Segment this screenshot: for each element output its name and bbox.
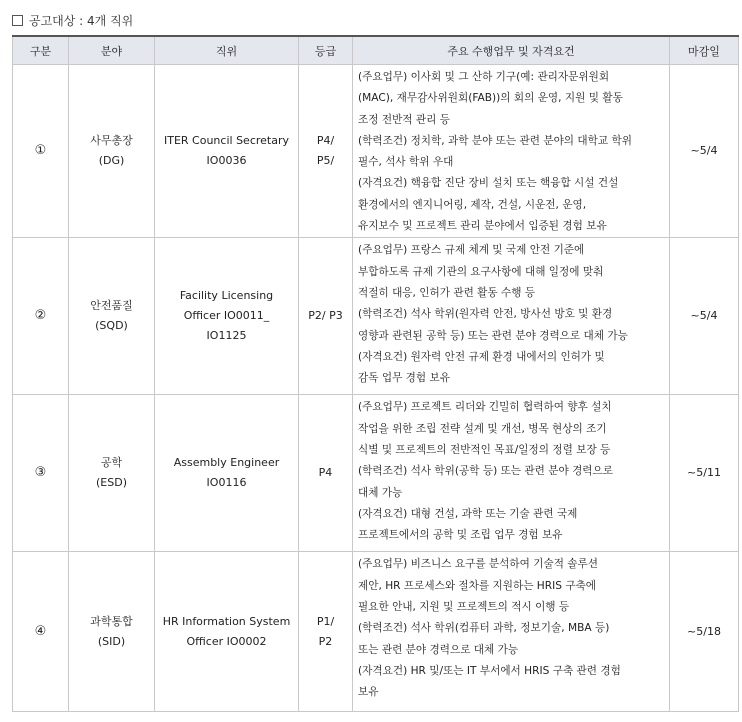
duty-cell-line: (자격요건) 핵융합 진단 장비 설치 또는 핵융합 시설 건설 xyxy=(358,177,619,190)
duty-cell-line: 조정 전반적 관리 등 xyxy=(358,113,450,126)
field-cell xyxy=(69,65,155,238)
duty-cell-line: (자격요건) HR 및/또는 IT 부서에서 HRIS 구축 관련 경험 xyxy=(358,664,621,677)
duty-cell-line: 필요한 안내, 지원 및 프로젝트의 적시 이행 등 xyxy=(358,600,570,613)
field-cell-line: (ESD) xyxy=(96,476,127,490)
duty-cell-line: 식별 및 프로젝트의 전반적인 목표/일정의 정렬 보장 등 xyxy=(358,443,611,456)
duty-cell-line: 작업을 위한 조립 전략 설계 및 개선, 병목 현상의 조기 xyxy=(358,422,607,435)
table-row xyxy=(13,395,739,552)
deadline-cell: ~5/4 xyxy=(670,238,739,395)
position-cell-line: IO1125 xyxy=(206,329,247,343)
duty-cell-line: (학력조건) 석사 학위(공학 등) 또는 관련 분야 경력으로 xyxy=(358,465,614,478)
duty-cell-line: 프로젝트에서의 공학 및 조립 업무 경험 보유 xyxy=(358,529,563,542)
duty-cell-line: 감독 업무 경험 보유 xyxy=(358,372,450,385)
field-cell-line: 과학통합 xyxy=(90,614,133,628)
position-cell xyxy=(155,65,299,238)
notice-heading-text: 공고대상 : 4개 직위 xyxy=(29,14,134,28)
duty-cell-line: (학력조건) 석사 학위(원자력 안전, 방사선 방호 및 환경 xyxy=(358,308,613,321)
duty-cell-line: 유지보수 및 프로젝트 관리 분야에서 입증된 경험 보유 xyxy=(358,220,607,233)
deadline-cell: ~5/18 xyxy=(670,552,739,712)
position-cell-line: ITER Council Secretary xyxy=(164,134,289,148)
duty-cell-line: (주요업무) 프로젝트 리더와 긴밀히 협력하여 향후 설치 xyxy=(358,401,612,414)
duty-cell-line: 영향과 관련된 공학 등) 또는 관련 분야 경력으로 대체 가능 xyxy=(358,329,628,342)
field-cell xyxy=(69,238,155,395)
field-cell xyxy=(69,552,155,712)
header-category: 구분 xyxy=(13,36,69,65)
duty-cell-line: 보유 xyxy=(358,686,379,699)
grade-cell-line: P1/ xyxy=(316,614,335,628)
position-cell xyxy=(155,552,299,712)
grade-cell-line: P5/ xyxy=(316,154,335,168)
duty-cell xyxy=(353,238,670,395)
grade-cell xyxy=(299,552,353,712)
deadline-cell: ~5/11 xyxy=(670,395,739,552)
header-duties: 주요 수행업무 및 자격요건 xyxy=(353,36,670,65)
field-cell-line: (SQD) xyxy=(95,319,128,333)
duty-cell-line: (주요업무) 프랑스 규제 체계 및 국제 안전 기준에 xyxy=(358,244,585,257)
duty-cell-line: (자격요건) 원자력 안전 규제 환경 내에서의 인허가 및 xyxy=(358,350,605,363)
grade-cell-line: P4/ xyxy=(316,134,335,148)
duty-cell-line: 또는 관련 분야 경력으로 대체 가능 xyxy=(358,643,519,656)
field-cell-line: 안전품질 xyxy=(90,299,133,313)
field-cell-line: (SID) xyxy=(97,634,126,648)
position-cell-line: IO0036 xyxy=(206,154,247,168)
deadline-cell: ~5/4 xyxy=(670,65,739,238)
header-position: 직위 xyxy=(155,36,299,65)
notice-heading xyxy=(12,12,133,29)
table-row xyxy=(13,65,739,238)
grade-cell xyxy=(299,65,353,238)
grade-cell-line: P4 xyxy=(318,466,333,480)
duty-cell-line: (MAC), 재무감사위원회(FAB))의 회의 운영, 지원 및 활동 xyxy=(358,92,623,105)
grade-cell xyxy=(299,395,353,552)
field-cell xyxy=(69,395,155,552)
position-cell-line: HR Information System xyxy=(162,614,291,628)
duty-cell-line: (자격요건) 대형 건설, 과학 또는 기술 관련 국제 xyxy=(358,507,578,520)
row-number: ① xyxy=(13,65,69,238)
field-cell-line: 공학 xyxy=(100,456,123,470)
header-deadline: 마감일 xyxy=(670,36,739,65)
duty-cell-line: (학력조건) 석사 학위(컴퓨터 과학, 정보기술, MBA 등) xyxy=(358,622,610,635)
duty-cell-line: 제안, HR 프로세스와 절차를 지원하는 HRIS 구축에 xyxy=(358,579,597,592)
position-cell-line: Facility Licensing xyxy=(179,289,274,303)
header-grade: 등급 xyxy=(299,36,353,65)
position-cell-line: Assembly Engineer xyxy=(173,456,280,470)
position-cell-line: Officer IO0011_ xyxy=(183,309,270,323)
grade-cell-line: P2 xyxy=(318,634,333,648)
checkbox-square-icon xyxy=(12,15,23,26)
duty-cell-line: 부합하도록 규제 기관의 요구사항에 대해 일정에 맞춰 xyxy=(358,265,604,278)
row-number: ③ xyxy=(13,395,69,552)
table-row xyxy=(13,552,739,712)
duty-cell-line: (주요업무) 비즈니스 요구를 분석하여 기술적 솔루션 xyxy=(358,558,599,571)
row-number: ④ xyxy=(13,552,69,712)
table-row xyxy=(13,238,739,395)
grade-cell-line: P2/ P3 xyxy=(308,309,343,323)
duty-cell xyxy=(353,552,670,712)
duty-cell-line: (학력조건) 정치학, 과학 분야 또는 관련 분야의 대학교 학위 xyxy=(358,134,632,147)
job-posting-table xyxy=(12,35,739,712)
position-cell-line: IO0116 xyxy=(206,476,247,490)
field-cell-line: (DG) xyxy=(98,154,125,168)
duty-cell-line: 환경에서의 엔지니어링, 제작, 건설, 시운전, 운영, xyxy=(358,198,587,211)
position-cell-line: Officer IO0002 xyxy=(186,634,267,648)
grade-cell xyxy=(299,238,353,395)
field-cell-line: 사무총장 xyxy=(90,134,133,148)
header-field: 분야 xyxy=(69,36,155,65)
duty-cell xyxy=(353,395,670,552)
duty-cell-line: 필수, 석사 학위 우대 xyxy=(358,156,454,169)
position-cell xyxy=(155,395,299,552)
duty-cell-line: 적절히 대응, 인허가 관련 활동 수행 등 xyxy=(358,286,536,299)
row-number: ② xyxy=(13,238,69,395)
duty-cell xyxy=(353,65,670,238)
duty-cell-line: 대체 가능 xyxy=(358,486,403,499)
position-cell xyxy=(155,238,299,395)
duty-cell-line: (주요업무) 이사회 및 그 산하 기구(예: 관리자문위원회 xyxy=(358,71,610,83)
table-header-row xyxy=(13,36,739,65)
